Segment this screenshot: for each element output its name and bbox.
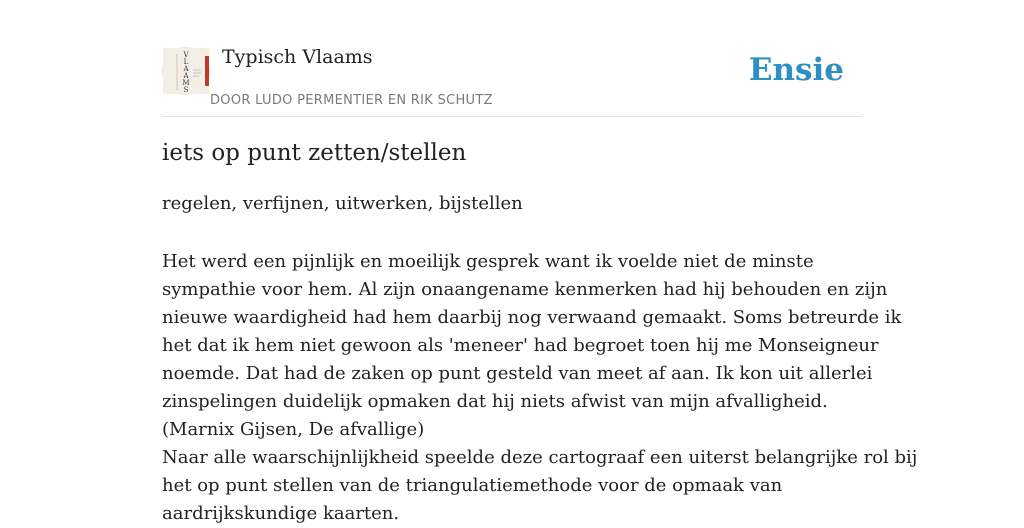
dictionary-header: [162, 44, 862, 117]
avatar-letter: A: [183, 65, 189, 73]
dictionary-title[interactable]: Typisch Vlaams: [222, 46, 373, 68]
avatar-letter: A: [183, 72, 189, 80]
dictionary-authors: DOOR LUDO PERMENTIER EN RIK SCHUTZ: [210, 93, 493, 108]
avatar-letter: M: [182, 79, 190, 87]
example-line: sympathie voor hem. Al zijn onaangename kenmerken had hij behouden en zijn: [162, 279, 888, 300]
entry-title: iets op punt zetten/stellen: [162, 140, 467, 166]
book-cover-icon: [163, 48, 209, 94]
example-line: het dat ik hem niet gewoon als 'meneer' had begroet toen hij me Monseigneur: [162, 335, 879, 356]
example-line: aardrijkskundige kaarten.: [162, 503, 400, 524]
entry-definition: regelen, verfijnen, uitwerken, bijstellen: [162, 193, 523, 214]
avatar-letter: S: [183, 86, 189, 94]
avatar-letter: L: [183, 58, 189, 66]
example-source: (Marnix Gijsen, De afvallige): [162, 419, 425, 440]
entry-examples: [162, 248, 918, 528]
example-line: zinspelingen duidelijk opmaken dat hij niets afwist van mijn afvalligheid.: [162, 391, 828, 412]
ensie-logo-link[interactable]: Ensie: [748, 52, 844, 88]
avatar-letter: V: [183, 51, 189, 59]
example-line: Naar alle waarschijnlijkheid speelde deze cartograaf een uiterst belangrijke rol bij: [162, 447, 918, 468]
example-line: nieuwe waardigheid had hem daarbij nog verwaand gemaakt. Soms betreurde ik: [162, 307, 902, 328]
example-line: noemde. Dat had de zaken op punt gesteld van meet af aan. Ik kon uit allerlei: [162, 363, 873, 384]
example-line: het op punt stellen van de triangulatiemethode voor de opmaak van: [162, 475, 783, 496]
dictionary-avatar[interactable]: [162, 47, 210, 95]
example-line: Het werd een pijnlijk en moeilijk gesprek want ik voelde niet de minste: [162, 251, 814, 272]
